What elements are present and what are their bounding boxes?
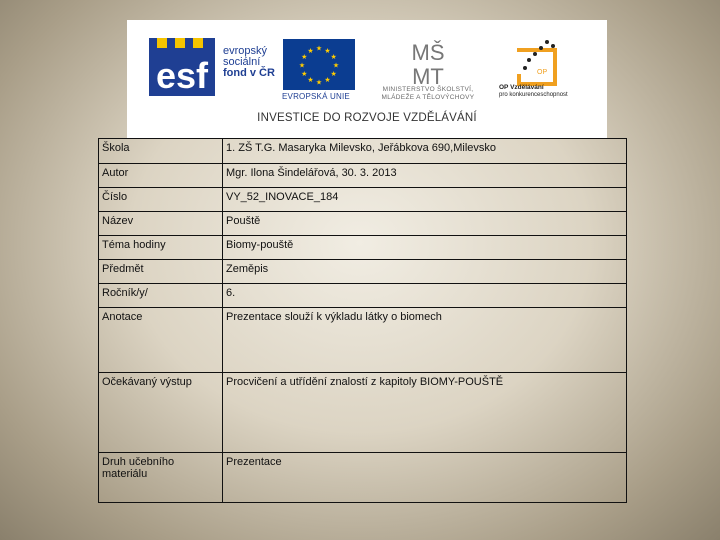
eu-star-icon: ★ [307, 77, 314, 85]
eu-flag-icon [283, 39, 355, 90]
row-label: Anotace [99, 308, 223, 373]
eu-star-icon: ★ [324, 47, 331, 55]
esf-caption: evropský sociální fond v ČR [223, 45, 275, 79]
msmt-logo-icon [393, 38, 463, 88]
table-row [99, 236, 627, 260]
row-value: Mgr. Ilona Šindelářová, 30. 3. 2013 [223, 164, 627, 188]
eu-star-icon: ★ [324, 77, 331, 85]
row-label: Očekávaný výstup [99, 373, 223, 453]
row-label: Druh učebního materiálu [99, 453, 223, 503]
eu-star-icon: ★ [330, 54, 337, 61]
info-table [98, 138, 627, 503]
row-value: Prezentace [223, 453, 627, 503]
eu-star-icon: ★ [298, 62, 306, 70]
svg-text:MŠ: MŠ [411, 40, 445, 65]
eu-star-icon: ★ [307, 47, 314, 55]
row-label: Škola [99, 139, 223, 164]
investice-slogan: INVESTICE DO ROZVOJE VZDĚLÁVÁNÍ [257, 112, 477, 124]
row-value: Prezentace slouží k výkladu látky o biomech [223, 308, 627, 373]
table-row [99, 308, 627, 373]
eu-label: EVROPSKÁ UNIE [282, 92, 350, 101]
table-row [99, 260, 627, 284]
table-row [99, 164, 627, 188]
row-value: VY_52_INOVACE_184 [223, 188, 627, 212]
table-row [99, 284, 627, 308]
row-label: Předmět [99, 260, 223, 284]
eu-star-icon: ★ [301, 71, 308, 78]
eu-star-icon: ★ [315, 79, 323, 87]
logo-banner [127, 20, 607, 138]
row-label: Číslo [99, 188, 223, 212]
table-row [99, 188, 627, 212]
row-label: Autor [99, 164, 223, 188]
row-label: Téma hodiny [99, 236, 223, 260]
row-label: Ročník/y/ [99, 284, 223, 308]
eu-star-icon: ★ [332, 62, 340, 70]
msmt-caption: MINISTERSTVO ŠKOLSTVÍ, MLÁDEŽE A TĚLOVÝCHOVY [381, 86, 475, 101]
row-label: Název [99, 212, 223, 236]
eu-star-icon: ★ [301, 54, 308, 61]
table-row [99, 139, 627, 164]
eu-star-icon: ★ [315, 45, 323, 53]
svg-text:OP: OP [537, 69, 548, 76]
table-row [99, 212, 627, 236]
row-value: 1. ZŠ T.G. Masaryka Milevsko, Jeřábkova 690,Milevsko [223, 139, 627, 164]
svg-text:esf: esf [155, 55, 209, 96]
row-value: Biomy-pouště [223, 236, 627, 260]
row-value: Pouště [223, 212, 627, 236]
row-value: 6. [223, 284, 627, 308]
table-row [99, 373, 627, 453]
eu-star-icon: ★ [330, 71, 337, 78]
row-value: Procvičení a utřídění znalostí z kapitoly BIOMY-POUŠTĚ [223, 373, 627, 453]
row-value: Zeměpis [223, 260, 627, 284]
svg-text:MT: MT [412, 64, 444, 88]
table-row [99, 453, 627, 503]
esf-logo-icon [149, 38, 215, 96]
op-caption: OP Vzdělávání pro konkurenceschopnost [499, 84, 568, 98]
